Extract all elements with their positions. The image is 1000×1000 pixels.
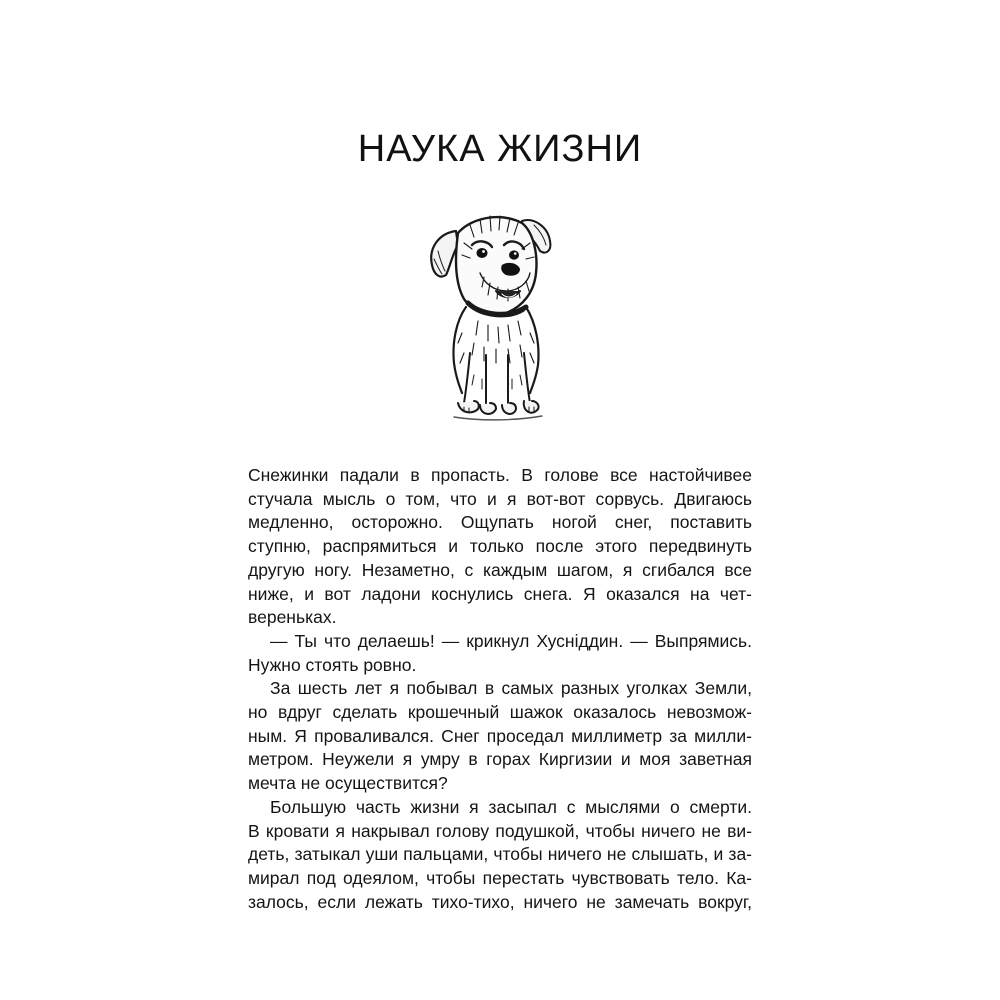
text-line: — Ты что делаешь! — крикнул Хуснiддин. — Выпрямись. (270, 630, 752, 651)
text-line: В кровати я накрывал голову подушкой, чтобы ничего не ви- (248, 820, 752, 841)
text-line: стучала мысль о том, что и я вот-вот сорвусь. Двигаюсь (248, 488, 752, 509)
text-line: ниже, и вот ладони коснулись снега. Я оказался на чет- (248, 583, 752, 604)
text-line: Снежинки падали в пропасть. В голове все настойчивее (248, 465, 752, 485)
chapter-title: НАУКА ЖИЗНИ (357, 128, 643, 170)
text-line: За шесть лет я побывал в самых разных уголках Земли, (270, 678, 752, 699)
text-line: ступню, распрямиться и только после этого передвинуть (248, 536, 752, 557)
dog-illustration (418, 203, 568, 423)
text-line: медленно, осторожно. Ощупать ногой снег, поставить (248, 512, 752, 533)
text-line: но вдруг сделать крошечный шажок оказалось невозмож- (248, 702, 752, 723)
text-line: Большую часть жизни я засыпал с мыслями о смерти. (270, 796, 752, 817)
text-line: мечта не осуществится? (248, 773, 448, 794)
body-text (248, 464, 752, 914)
text-line: деть, затыкал уши пальцами, чтобы ничего не слышать, и за- (248, 844, 752, 865)
text-line: другую ногу. Незаметно, с каждым шагом, я сгибался все (248, 559, 752, 580)
text-line: мирал под одеялом, чтобы перестать чувствовать тело. Ка- (248, 867, 752, 888)
text-line: вереньках. (248, 607, 337, 628)
text-line: метром. Неужели я умру в горах Киргизии и моя заветная (248, 749, 752, 770)
text-line: Нужно стоять ровно. (248, 654, 417, 675)
text-line: залось, если лежать тихо-тихо, ничего не замечать вокруг, (248, 891, 752, 912)
text-line: ным. Я проваливался. Снег проседал миллиметр за милли- (248, 725, 752, 746)
